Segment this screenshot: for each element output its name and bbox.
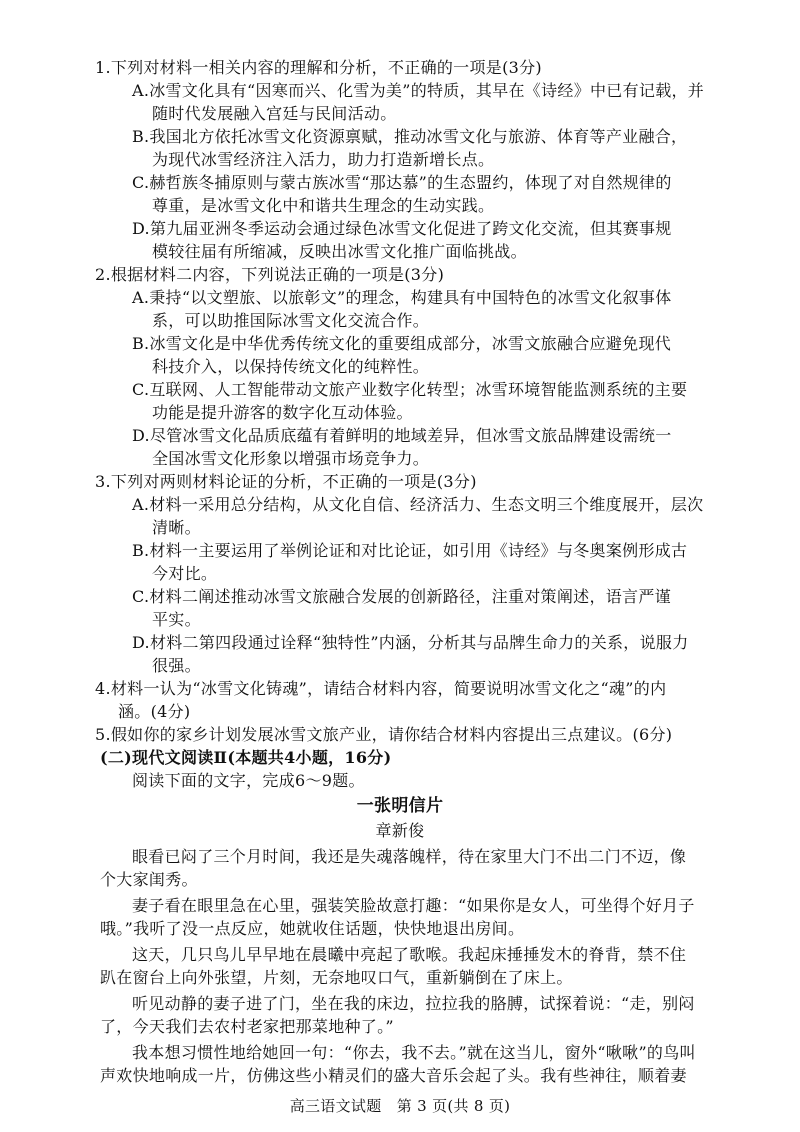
story-paragraph-2: 妻子看在眼里急在心里，强装笑脸故意打趣：“如果你是女人，可坐得个好月子 bbox=[132, 896, 695, 915]
q3-option-b: B.材料一主要运用了举例论证和对比论证，如引用《诗经》与冬奥案例形成古 bbox=[132, 541, 688, 560]
section-instruction: 阅读下面的文字，完成6～9题。 bbox=[132, 771, 365, 790]
q4-stem-cont: 涵。(4分) bbox=[118, 702, 191, 721]
q1-option-d-cont: 模较往届有所缩减，反映出冰雪文化推广面临挑战。 bbox=[152, 242, 527, 261]
story-paragraph-4: 听见动静的妻子进了门，坐在我的床边，拉拉我的胳膊，试探着说：“走，别闷 bbox=[132, 994, 695, 1013]
q1-option-b: B.我国北方依托冰雪文化资源禀赋，推动冰雪文化与旅游、体育等产业融合， bbox=[132, 127, 688, 146]
q2-stem: 2.根据材料二内容，下列说法正确的一项是(3分) bbox=[95, 265, 445, 284]
story-paragraph-5: 我本想习惯性地给她回一句：“你去，我不去。”就在这当儿，窗外“啾啾”的鸟叫 bbox=[132, 1043, 696, 1062]
q2-option-c: C.互联网、人工智能带动文旅产业数字化转型；冰雪环境智能监测系统的主要 bbox=[132, 380, 688, 399]
q3-option-d-cont: 很强。 bbox=[152, 656, 201, 675]
q3-option-a-cont: 清晰。 bbox=[152, 518, 201, 537]
q1-option-a: A.冰雪文化具有“因寒而兴、化雪为美”的特质，其早在《诗经》中已有记载，并 bbox=[132, 81, 705, 100]
q1-option-c: C.赫哲族冬捕原则与蒙古族冰雪“那达慕”的生态盟约，体现了对自然规律的 bbox=[132, 173, 672, 192]
section-heading: (二)现代文阅读Ⅱ(本题共4小题，16分) bbox=[100, 748, 392, 767]
q3-option-d: D.材料二第四段通过诠释“独特性”内涵，分析其与品牌生命力的关系，说服力 bbox=[132, 633, 689, 652]
story-paragraph-1: 眼看已闷了三个月时间，我还是失魂落魄样，待在家里大门不出二门不迈，像 bbox=[132, 847, 687, 866]
q1-option-c-cont: 尊重，是冰雪文化中和谐共生理念的生动实践。 bbox=[152, 196, 495, 215]
story-paragraph-2-cont: 哦。”我听了没一点反应，她就收住话题，快快地退出房间。 bbox=[100, 919, 525, 938]
q3-option-a: A.材料一采用总分结构，从文化自信、经济活力、生态文明三个维度展开，层次 bbox=[132, 495, 704, 514]
q2-option-d-cont: 全国冰雪文化形象以增强市场竞争力。 bbox=[152, 449, 430, 468]
q3-stem: 3.下列对两则材料论证的分析，不正确的一项是(3分) bbox=[95, 472, 477, 491]
q2-option-a: A.秉持“以文塑旅、以旅彰文”的理念，构建具有中国特色的冰雪文化叙事体 bbox=[132, 288, 672, 307]
q1-option-a-cont: 随时代发展融入宫廷与民间活动。 bbox=[152, 104, 397, 123]
q3-option-c-cont: 平实。 bbox=[152, 610, 201, 629]
q3-option-c: C.材料二阐述推动冰雪文旅融合发展的创新路径，注重对策阐述，语言严谨 bbox=[132, 587, 671, 606]
q2-option-c-cont: 功能是提升游客的数字化互动体验。 bbox=[152, 403, 413, 422]
page-footer: 高三语文试题 第 3 页(共 8 页) bbox=[289, 1097, 511, 1115]
story-paragraph-5-cont: 声欢快地响成一片，仿佛这些小精灵们的盛大音乐会起了头。我有些神往，顺着妻 bbox=[100, 1066, 687, 1085]
q1-stem: 1.下列对材料一相关内容的理解和分析，不正确的一项是(3分) bbox=[95, 58, 542, 77]
q3-option-b-cont: 今对比。 bbox=[152, 564, 218, 583]
story-author: 章新俊 bbox=[375, 821, 425, 840]
q2-option-d: D.尽管冰雪文化品质底蕴有着鲜明的地域差异，但冰雪文旅品牌建设需统一 bbox=[132, 426, 672, 445]
story-paragraph-3: 这天，几只鸟儿早早地在晨曦中亮起了歌喉。我起床捶捶发木的脊背，禁不住 bbox=[132, 945, 687, 964]
q5-stem: 5.假如你的家乡计划发展冰雪文旅产业，请你结合材料内容提出三点建议。(6分) bbox=[95, 725, 673, 744]
q1-option-d: D.第九届亚洲冬季运动会通过绿色冰雪文化促进了跨文化交流，但其赛事规 bbox=[132, 219, 672, 238]
story-paragraph-1-cont: 个大家闺秀。 bbox=[100, 870, 198, 889]
q2-option-b: B.冰雪文化是中华优秀传统文化的重要组成部分，冰雪文旅融合应避免现代 bbox=[132, 334, 672, 353]
q2-option-b-cont: 科技介入，以保持传统文化的纯粹性。 bbox=[152, 357, 430, 376]
q2-option-a-cont: 系，可以助推国际冰雪文化交流合作。 bbox=[152, 311, 430, 330]
story-paragraph-3-cont: 趴在窗台上向外张望，片刻，无奈地叹口气，重新躺倒在了床上。 bbox=[100, 968, 573, 987]
q4-stem: 4.材料一认为“冰雪文化铸魂”，请结合材料内容，简要说明冰雪文化之“魂”的内 bbox=[95, 679, 667, 698]
story-title: 一张明信片 bbox=[356, 796, 444, 816]
story-paragraph-4-cont: 了，今天我们去农村老家把那菜地种了。” bbox=[100, 1017, 394, 1036]
q1-option-b-cont: 为现代冰雪经济注入活力，助力打造新增长点。 bbox=[152, 150, 495, 169]
